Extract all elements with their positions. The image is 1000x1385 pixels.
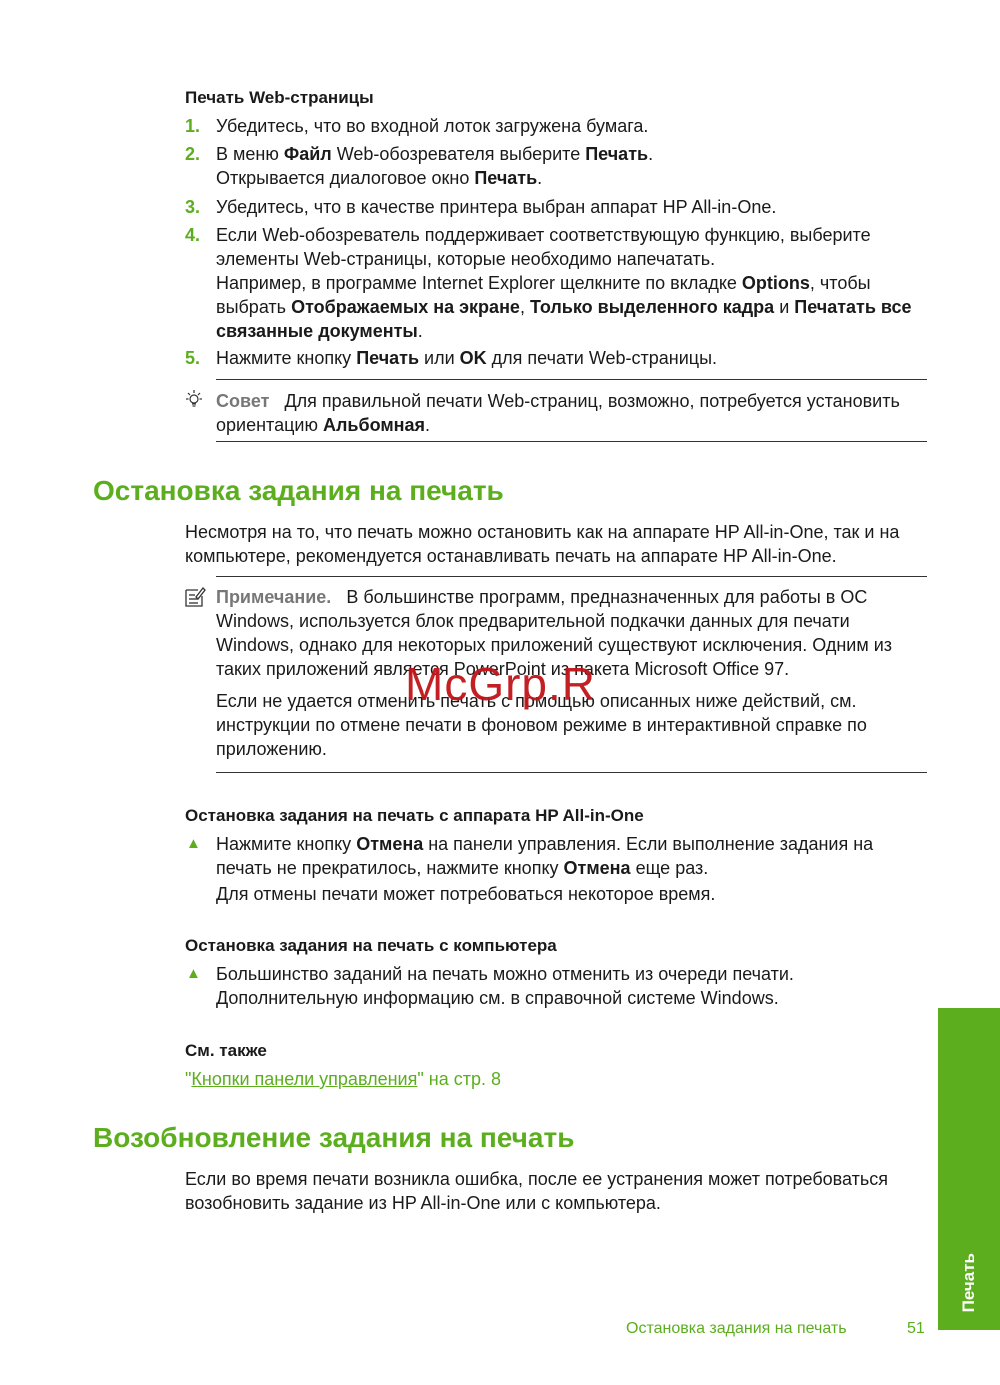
tip-label: Совет: [216, 391, 270, 411]
control-panel-buttons-link[interactable]: Кнопки панели управления: [191, 1069, 418, 1089]
note-label: Примечание.: [216, 587, 332, 607]
section-title-resume-print: Возобновление задания на печать: [93, 1122, 575, 1153]
note-icon: [184, 586, 206, 613]
section-heading-print-web: Печать Web-страницы: [185, 88, 374, 107]
bullet-stop-from-computer: [185, 962, 930, 1010]
step-text: Убедитесь, что во входной лоток загружена бумага.: [216, 116, 649, 136]
step-text: Убедитесь, что в качестве принтера выбран аппарат HP All-in-One.: [216, 197, 777, 217]
step-4: 4. Если Web-обозреватель поддерживает соответствующую функцию, выберите элементы Web-страницы, которые необходимо напечатать. Например, в программе Internet Explorer щелкните по вкладке Options, чтобы выбрать Отображаемых на экране, Только выделенного кадра и Печатать все связанные документы.: [185, 225, 912, 341]
triangle-bullet-icon: ▲: [186, 835, 201, 852]
tip-callout: Совет Для правильной печати Web-страниц, возможно, потребуется установить ориентацию Альбомная.: [216, 391, 900, 435]
bullet-stop-from-device: ▲ Нажмите кнопку Отмена на панели управления. Если выполнение задания на печать не прекратилось, нажмите кнопку Отмена еще раз. Для отмены печати может потребоваться некоторое время.: [185, 832, 930, 906]
step-1: [185, 114, 930, 138]
note-text-2: Если не удается отменить печать с помощью описанных ниже действий, см. инструкции по отмене печати в фоновом режиме в интерактивной справке по приложению.: [216, 691, 867, 759]
watermark-logo: [405, 660, 595, 721]
step-number: 5.: [185, 348, 201, 368]
note-top-rule: [216, 576, 927, 577]
stop-print-intro: Несмотря на то, что печать можно остановить как на аппарате HP All-in-One, так и на компьютере, рекомендуется останавливать печать на аппарате HP All-in-One.: [185, 522, 900, 566]
heading-stop-from-device: Остановка задания на печать с аппарата HP All-in-One: [185, 806, 644, 825]
tip-top-rule: [216, 379, 927, 380]
step-2: 2. В меню Файл Web-обозревателя выберите Печать. Открывается диалоговое окно Печать.: [185, 144, 654, 188]
heading-stop-from-computer: Остановка задания на печать с компьютера: [185, 936, 557, 955]
see-also-heading: См. также: [185, 1041, 267, 1060]
step-text: Если Web-обозреватель поддерживает соответствующую функцию, выберите элементы Web-страницы, которые необходимо напечатать.: [216, 225, 871, 269]
step-5: 5. Нажмите кнопку Печать или OK для печати Web-страницы.: [185, 348, 718, 368]
step-3: [185, 195, 930, 219]
section-title-stop-print: Остановка задания на печать: [93, 475, 504, 506]
svg-text:McGrp.Ru: McGrp.R: [405, 660, 595, 710]
step-number: 3.: [185, 197, 201, 217]
cancel-time-note: Для отмены печати может потребоваться некоторое время.: [216, 884, 716, 904]
triangle-bullet-icon: ▲: [186, 965, 201, 982]
lightbulb-icon: [183, 389, 205, 416]
print-dialog-label: Печать: [474, 168, 538, 188]
menu-file-label: Файл: [283, 144, 332, 164]
note-text: В большинстве программ, предназначенных для работы в ОС Windows, используется блок предварительной подкачки данных для печати Windows, однако для некоторых приложений существуют исключения. Одним из таких приложений является PowerPoint из пакета Microsoft Office 97.: [216, 587, 893, 679]
computer-stop-text: Большинство заданий на печать можно отменить из очереди печати. Дополнительную информацию см. в справочной системе Windows.: [216, 964, 794, 1008]
footer-page-number: 51: [907, 1320, 925, 1337]
resume-print-text: Если во время печати возникла ошибка, после ее устранения может потребоваться возобновить задание из HP All-in-One или с компьютера.: [185, 1169, 889, 1213]
step-number: 4.: [185, 225, 201, 245]
note-bottom-rule: [216, 772, 927, 773]
chapter-side-tab: [938, 1008, 1000, 1330]
side-tab-label: Печать: [959, 1252, 978, 1312]
step-number: 1.: [185, 116, 201, 136]
step-number: 2.: [185, 144, 201, 164]
print-label: Печать: [585, 144, 649, 164]
footer-section-title: Остановка задания на печать: [626, 1320, 847, 1337]
tip-bottom-rule: [216, 441, 927, 442]
see-also-line: "Кнопки панели управления" на стр. 8: [185, 1069, 501, 1089]
